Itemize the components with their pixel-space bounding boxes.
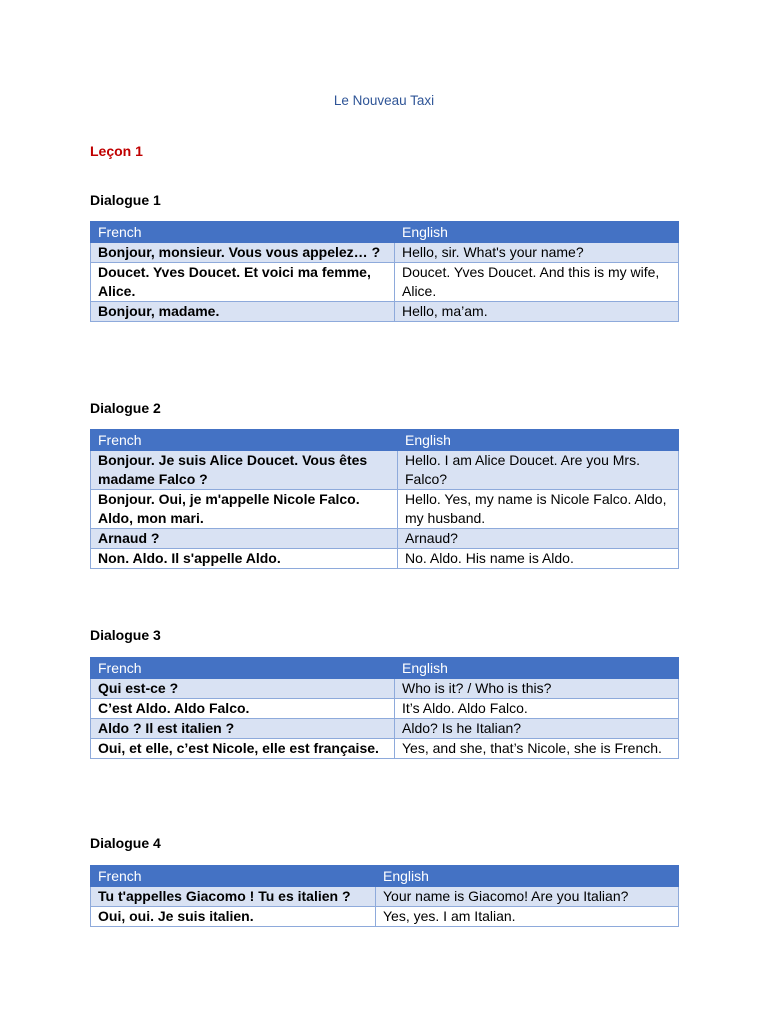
- english-cell: Yes, yes. I am Italian.: [376, 907, 679, 927]
- table-row: [91, 451, 679, 490]
- dialogue-2-table: [90, 429, 679, 569]
- dialogue-4-heading: Dialogue 4: [90, 835, 161, 851]
- table-row: [91, 549, 679, 569]
- english-cell: Yes, and she, that’s Nicole, she is French.: [395, 739, 679, 759]
- table-header-row: [91, 430, 679, 451]
- column-header-english: English: [395, 658, 679, 679]
- english-cell: Your name is Giacomo! Are you Italian?: [376, 887, 679, 907]
- table-row: [91, 699, 679, 719]
- french-cell: Bonjour, monsieur. Vous vous appelez… ?: [91, 243, 395, 263]
- french-cell: Doucet. Yves Doucet. Et voici ma femme, Alice.: [91, 263, 395, 302]
- french-cell: Aldo ? Il est italien ?: [91, 719, 395, 739]
- english-cell: Hello, ma’am.: [395, 302, 679, 322]
- english-cell: Doucet. Yves Doucet. And this is my wife, Alice.: [395, 263, 679, 302]
- table-row: [91, 302, 679, 322]
- column-header-french: French: [91, 430, 398, 451]
- table-row: [91, 907, 679, 927]
- column-header-english: English: [395, 222, 679, 243]
- french-cell: Bonjour, madame.: [91, 302, 395, 322]
- french-cell: Oui, et elle, c’est Nicole, elle est française.: [91, 739, 395, 759]
- table-row: [91, 739, 679, 759]
- table-row: [91, 679, 679, 699]
- column-header-french: French: [91, 222, 395, 243]
- document-title: Le Nouveau Taxi: [333, 93, 435, 108]
- english-cell: Arnaud?: [398, 529, 679, 549]
- dialogue-3-heading: Dialogue 3: [90, 627, 161, 643]
- french-cell: Bonjour. Oui, je m'appelle Nicole Falco. Aldo, mon mari.: [91, 490, 398, 529]
- french-cell: Arnaud ?: [91, 529, 398, 549]
- english-cell: Hello. Yes, my name is Nicole Falco. Aldo, my husband.: [398, 490, 679, 529]
- dialogue-1-heading: Dialogue 1: [90, 192, 161, 208]
- table-row: [91, 490, 679, 529]
- column-header-english: English: [398, 430, 679, 451]
- table-header-row: [91, 222, 679, 243]
- table-row: [91, 263, 679, 302]
- table-row: [91, 887, 679, 907]
- english-cell: No. Aldo. His name is Aldo.: [398, 549, 679, 569]
- dialogue-1-table: [90, 221, 679, 322]
- table-row: [91, 529, 679, 549]
- table-header-row: [91, 658, 679, 679]
- dialogue-4-table: [90, 865, 679, 927]
- english-cell: Hello. I am Alice Doucet. Are you Mrs. Falco?: [398, 451, 679, 490]
- french-cell: C’est Aldo. Aldo Falco.: [91, 699, 395, 719]
- dialogue-3-table: [90, 657, 679, 759]
- lesson-heading: Leçon 1: [90, 143, 143, 159]
- table-row: [91, 719, 679, 739]
- french-cell: Bonjour. Je suis Alice Doucet. Vous êtes madame Falco ?: [91, 451, 398, 490]
- english-cell: It’s Aldo. Aldo Falco.: [395, 699, 679, 719]
- table-row: [91, 243, 679, 263]
- french-cell: Non. Aldo. Il s'appelle Aldo.: [91, 549, 398, 569]
- column-header-english: English: [376, 866, 679, 887]
- column-header-french: French: [91, 658, 395, 679]
- dialogue-2-heading: Dialogue 2: [90, 400, 161, 416]
- english-cell: Aldo? Is he Italian?: [395, 719, 679, 739]
- column-header-french: French: [91, 866, 376, 887]
- table-header-row: [91, 866, 679, 887]
- english-cell: Hello, sir. What's your name?: [395, 243, 679, 263]
- french-cell: Oui, oui. Je suis italien.: [91, 907, 376, 927]
- english-cell: Who is it? / Who is this?: [395, 679, 679, 699]
- french-cell: Qui est-ce ?: [91, 679, 395, 699]
- french-cell: Tu t'appelles Giacomo ! Tu es italien ?: [91, 887, 376, 907]
